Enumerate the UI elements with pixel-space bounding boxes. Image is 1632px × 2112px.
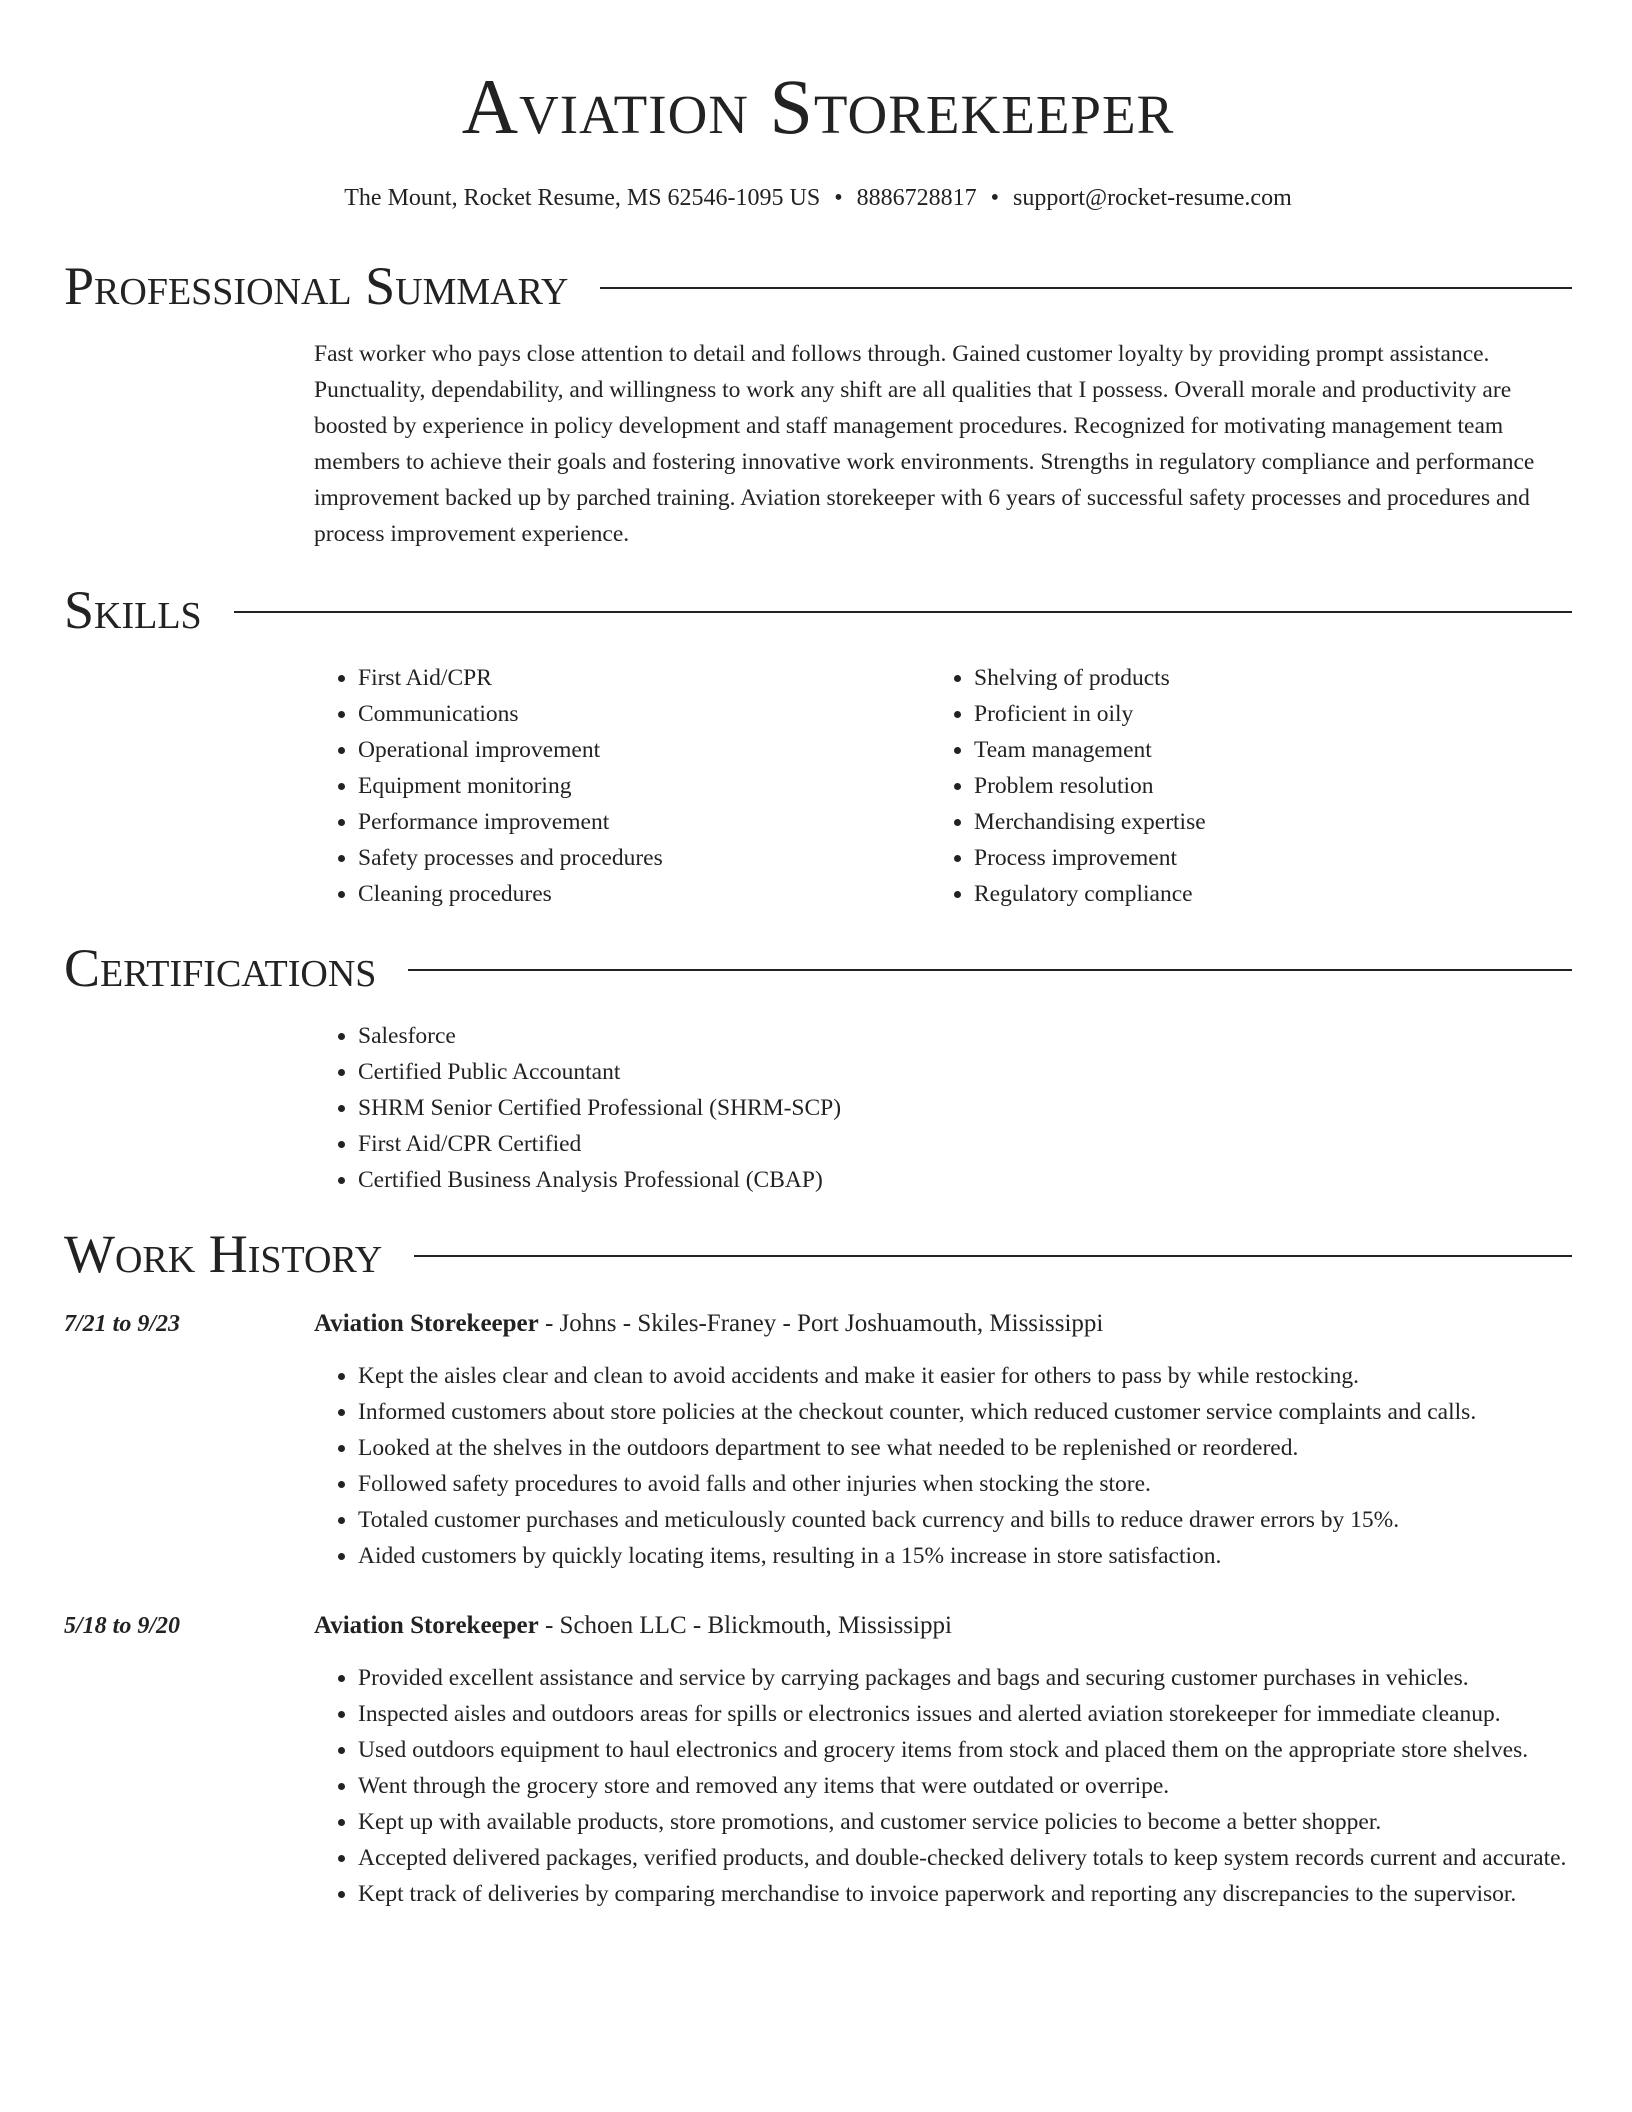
job-bullet: • Provided excellent assistance and service by carrying packages and bags and securing customer purchases in vehicles. — [358, 1660, 1572, 1696]
certification-item: • Salesforce — [358, 1018, 1572, 1054]
summary-section — [64, 336, 1572, 552]
skill-item: • Team management — [974, 732, 1546, 768]
skills-list-left — [314, 660, 930, 912]
skill-item: • Cleaning procedures — [358, 876, 930, 912]
job-employer: - Johns - Skiles-Franey - Port Joshuamouth, Mississippi — [538, 1310, 1104, 1337]
skill-item: • Regulatory compliance — [974, 876, 1546, 912]
job-heading — [314, 1306, 1572, 1342]
section-divider — [414, 1255, 1572, 1257]
contact-email: support@rocket-resume.com — [1013, 185, 1292, 211]
job-bullet: • Inspected aisles and outdoors areas for spills or electronics issues and alerted aviation storekeeper for immediate cleanup. — [358, 1696, 1572, 1732]
skill-item: • Operational improvement — [358, 732, 930, 768]
job-title: Aviation Storekeeper — [314, 1310, 539, 1337]
job-bullet: • Used outdoors equipment to haul electronics and grocery items from stock and placed them on the appropriate store shelves. — [358, 1732, 1572, 1768]
section-header-skills — [64, 578, 1572, 642]
certification-item: • First Aid/CPR Certified — [358, 1126, 1572, 1162]
section-title-summary: Professional Summary — [64, 256, 569, 316]
skills-grid — [314, 660, 1572, 912]
summary-text: Fast worker who pays close attention to detail and follows through. Gained customer loyalty by providing prompt assistance. Punctuality, dependability, and willingness to work any shift are all qualities that I possess. Overall morale and productivity are boosted by experience in policy development and staff management procedures. Recognized for motivating management team members to achieve their goals and fostering innovative work environments. Strengths in regulatory compliance and performance improvement backed up by parched training. Aviation storekeeper with 6 years of successful safety processes and procedures and process improvement experience. — [314, 341, 1535, 547]
job-bullet: • Looked at the shelves in the outdoors department to see what needed to be replenished or reordered. — [358, 1430, 1572, 1466]
job-bullets — [314, 1660, 1572, 1912]
skill-item: • Equipment monitoring — [358, 768, 930, 804]
job-entry — [64, 1306, 1572, 1574]
skill-item: • Proficient in oily — [974, 696, 1546, 732]
job-title: Aviation Storekeeper — [314, 1612, 539, 1639]
section-title-skills: Skills — [64, 580, 202, 640]
section-divider — [234, 611, 1572, 613]
job-bullet: • Informed customers about store policies at the checkout counter, which reduced customer service complaints and calls. — [358, 1394, 1572, 1430]
skill-item: • Communications — [358, 696, 930, 732]
certification-item: • SHRM Senior Certified Professional (SHRM-SCP) — [358, 1090, 1572, 1126]
resume-name: Aviation Storekeeper — [461, 63, 1175, 150]
skill-item: • Merchandising expertise — [974, 804, 1546, 840]
certifications-section — [64, 1018, 1572, 1198]
contact-separator: • — [990, 185, 1000, 211]
contact-phone: 8886728817 — [856, 185, 977, 211]
skills-list-right — [930, 660, 1546, 912]
section-title-certifications: Certifications — [64, 938, 377, 998]
job-bullet: • Kept the aisles clear and clean to avoid accidents and make it easier for others to pass by while restocking. — [358, 1358, 1572, 1394]
skill-item: • Process improvement — [974, 840, 1546, 876]
certification-item: • Certified Public Accountant — [358, 1054, 1572, 1090]
job-content — [314, 1608, 1572, 1912]
skill-item: • Performance improvement — [358, 804, 930, 840]
job-bullet: • Totaled customer purchases and meticulously counted back currency and bills to reduce drawer errors by 15%. — [358, 1502, 1572, 1538]
job-bullets — [314, 1358, 1572, 1574]
section-header-summary — [64, 254, 1572, 318]
job-content — [314, 1306, 1572, 1574]
section-divider — [600, 287, 1572, 289]
job-bullet: • Accepted delivered packages, verified products, and double-checked delivery totals to keep system records current and accurate. — [358, 1840, 1572, 1876]
job-entry — [64, 1608, 1572, 1912]
skill-item: • Safety processes and procedures — [358, 840, 930, 876]
job-bullet: • Went through the grocery store and removed any items that were outdated or overripe. — [358, 1768, 1572, 1804]
job-dates: 5/18 to 9/20 — [64, 1613, 181, 1639]
skill-item: • Shelving of products — [974, 660, 1546, 696]
contact-address: The Mount, Rocket Resume, MS 62546-1095 US — [344, 185, 821, 211]
job-bullet: • Aided customers by quickly locating items, resulting in a 15% increase in store satisfaction. — [358, 1538, 1572, 1574]
job-dates: 7/21 to 9/23 — [64, 1311, 181, 1337]
contact-separator: • — [834, 185, 843, 211]
certification-item: • Certified Business Analysis Professional (CBAP) — [358, 1162, 1572, 1198]
section-header-certifications — [64, 936, 1572, 1000]
job-bullet: • Kept up with available products, store promotions, and customer service policies to become a better shopper. — [358, 1804, 1572, 1840]
skills-section — [64, 660, 1572, 912]
contact-line — [64, 182, 1572, 214]
job-employer: - Schoen LLC - Blickmouth, Mississippi — [538, 1612, 952, 1639]
job-heading — [314, 1608, 1572, 1644]
skill-item: • First Aid/CPR — [358, 660, 930, 696]
certifications-list — [314, 1018, 1572, 1198]
section-title-work-history: Work History — [64, 1224, 383, 1284]
job-bullet: • Followed safety procedures to avoid falls and other injuries when stocking the store. — [358, 1466, 1572, 1502]
skill-item: • Problem resolution — [974, 768, 1546, 804]
job-bullet: • Kept track of deliveries by comparing merchandise to invoice paperwork and reporting any discrepancies to the supervisor. — [358, 1876, 1572, 1912]
section-header-work-history — [64, 1222, 1572, 1286]
section-divider — [408, 969, 1572, 971]
